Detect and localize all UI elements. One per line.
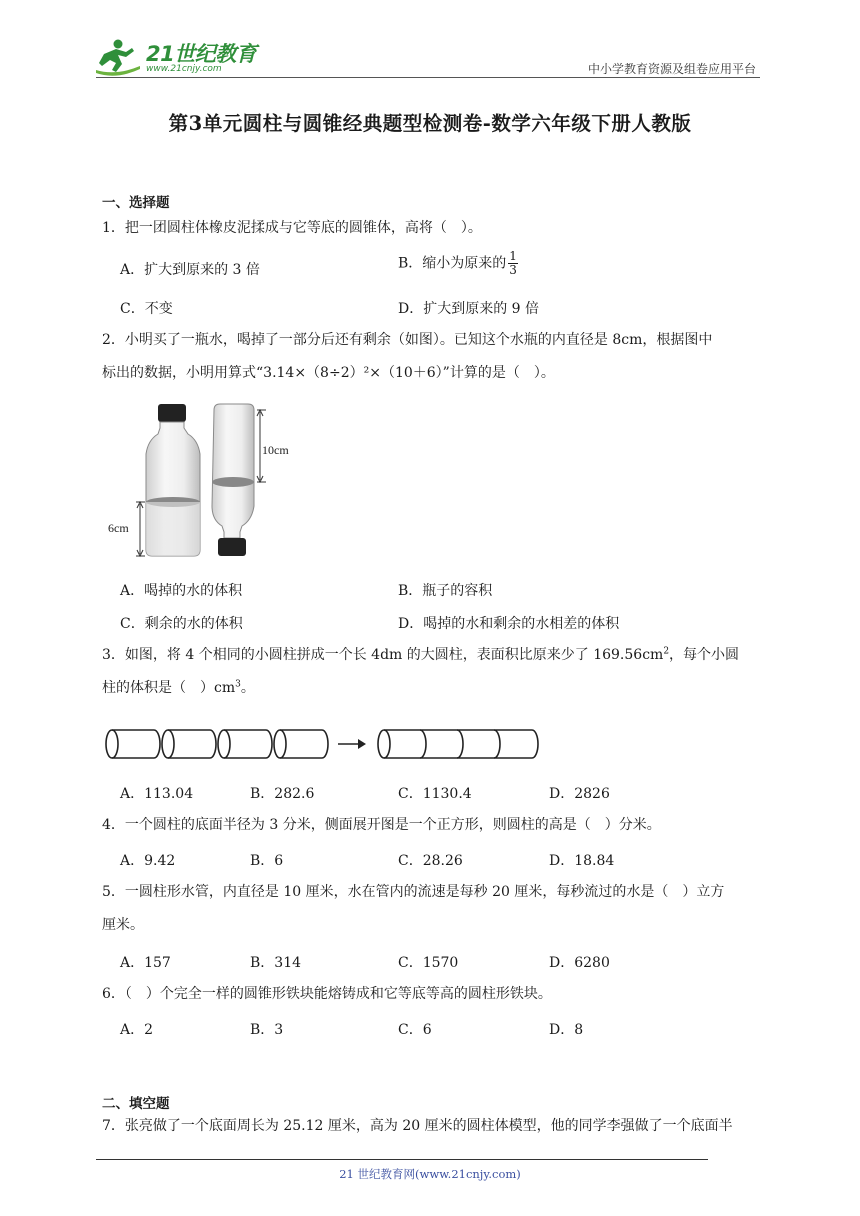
q4-option-d: D．18.84 [549, 853, 615, 869]
q5-option-c: C．1570 [398, 955, 459, 971]
fraction [508, 250, 518, 277]
question-4: 4．一个圆柱的底面半径为 3 分米，侧面展开图是一个正方形，则圆柱的高是（ ）分米。 [102, 817, 661, 833]
q4-option-c: C．28.26 [398, 853, 463, 869]
q5-option-a: A．157 [120, 955, 171, 971]
q3-option-d: D．2826 [549, 786, 610, 802]
q1-option-b-text: B．缩小为原来的 [398, 255, 507, 272]
q3-line2-text: 柱的体积是（ ）cm [102, 680, 236, 696]
q3-option-a: A．113.04 [120, 786, 194, 802]
fraction-numerator: 1 [509, 249, 517, 263]
q6-option-a: A．2 [120, 1022, 154, 1038]
q3-line2-tail: 。 [240, 680, 255, 696]
q3-option-b: B．282.6 [250, 786, 315, 802]
question-5-line1: 5．一圆柱形水管，内直径是 10 厘米，水在管内的流速是每秒 20 厘米，每秒流过的水是（ ）立方 [102, 884, 725, 900]
q5-option-b: B．314 [250, 955, 302, 971]
q1-option-b [398, 250, 518, 277]
q5-option-d: D．6280 [549, 955, 610, 971]
q3-superscript-1: 2 [663, 646, 670, 657]
q1-option-d: D．扩大到原来的 9 倍 [398, 301, 540, 317]
header-divider [96, 77, 760, 78]
bottle-inverted [212, 404, 254, 556]
q6-option-c: C．6 [398, 1022, 432, 1038]
platform-name: 中小学教育资源及组卷应用平台 [587, 62, 756, 76]
q2-option-c: C．剩余的水的体积 [120, 616, 243, 632]
label-10cm: 10cm [262, 443, 289, 457]
q3-superscript-2: 3 [235, 679, 241, 690]
q2-option-d: D．喝掉的水和剩余的水相差的体积 [398, 616, 620, 632]
q2-option-b: B．瓶子的容积 [398, 583, 493, 599]
water-bottle-figure [104, 402, 304, 562]
question-3-line2 [102, 673, 766, 703]
section-heading-fill-in: 二、填空题 [102, 1096, 170, 1112]
fraction-denominator: 3 [509, 263, 517, 277]
footer-text: 21 世纪教育网(www.21cnjy.com) [339, 1167, 521, 1181]
question-3-line1 [102, 640, 766, 670]
q1-option-a: A．扩大到原来的 3 倍 [120, 262, 260, 278]
arrow-right-icon [358, 739, 366, 749]
bottle-upright [146, 404, 200, 556]
footer-divider [96, 1159, 708, 1160]
question-2-line2: 标出的数据，小明用算式“3.14×（8÷2）²×（10＋6）”计算的是（ ）。 [102, 365, 555, 381]
q3-line1-tail: ，每个小圆 [669, 647, 740, 663]
q6-option-d: D．8 [549, 1022, 584, 1038]
question-6: 6．（ ）个完全一样的圆锥形铁块能熔铸成和它等底等高的圆柱形铁块。 [102, 986, 552, 1002]
page-title: 第3单元圆柱与圆锥经典题型检测卷-数学六年级下册人教版 [168, 112, 692, 135]
section-heading-choice: 一、选择题 [102, 195, 170, 211]
label-6cm: 6cm [108, 521, 129, 535]
question-1: 1．把一团圆柱体橡皮泥揉成与它等底的圆锥体，高将（ ）。 [102, 220, 482, 236]
logo-url: www.21cnjy.com [146, 64, 222, 74]
q6-option-b: B．3 [250, 1022, 284, 1038]
question-7: 7．张亮做了一个底面周长为 25.12 厘米，高为 20 厘米的圆柱体模型，他的同学李强做了一个底面半 [102, 1118, 733, 1134]
question-5-line2: 厘米。 [102, 917, 144, 933]
q4-option-a: A．9.42 [120, 853, 176, 869]
cylinders-figure [102, 726, 542, 764]
q3-line1-text: 3．如图，将 4 个相同的小圆柱拼成一个长 4dm 的大圆柱，表面积比原来少了 169.56cm [102, 647, 664, 663]
question-2-line1: 2．小明买了一瓶水，喝掉了一部分后还有剩余（如图）。已知这个水瓶的内直径是 8cm，根据图中 [102, 332, 713, 348]
q3-option-c: C．1130.4 [398, 786, 472, 802]
q2-option-a: A．喝掉的水的体积 [120, 583, 243, 599]
logo-text: 21世纪教育 [146, 42, 257, 66]
q4-option-b: B．6 [250, 853, 284, 869]
q1-option-c: C．不变 [120, 301, 173, 317]
